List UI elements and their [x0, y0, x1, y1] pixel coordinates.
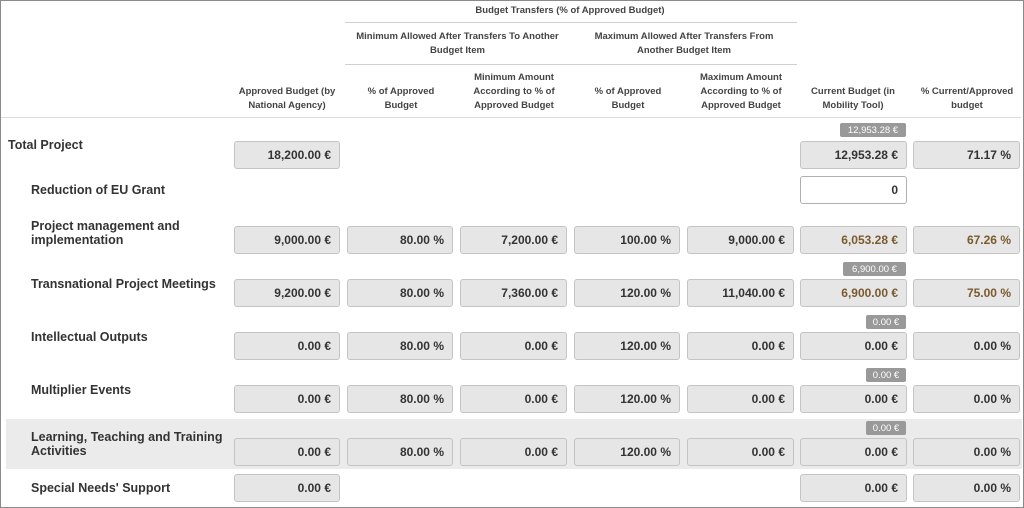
row-label-intellectual-outputs: Intellectual Outputs: [31, 330, 148, 344]
row-label-transnational-meetings: Transnational Project Meetings: [31, 277, 216, 291]
max-amount-project-management: 9,000.00 €: [687, 226, 794, 254]
current-budget-badge-multiplier-events: 0.00 €: [866, 368, 906, 382]
current-budget-project-management: 6,053.28 €: [800, 226, 907, 254]
max-pct-project-management: 100.00 %: [574, 226, 680, 254]
current-budget-total: 12,953.28 €: [800, 141, 907, 169]
max-pct-multiplier-events: 120.00 %: [574, 385, 680, 413]
max-amount-learning-teaching-training: 0.00 €: [687, 438, 794, 466]
current-budget-transnational-meetings: 6,900.00 €: [800, 279, 907, 307]
row-label-total-project: Total Project: [8, 138, 83, 152]
approved-budget-multiplier-events: 0.00 €: [234, 385, 340, 413]
min-pct-transnational-meetings: 80.00 %: [347, 279, 453, 307]
current-budget-badge-transnational-meetings: 6,900.00 €: [843, 262, 906, 276]
col-header-max-amount: Maximum Amount According to % of Approved Budget: [700, 72, 782, 111]
min-pct-multiplier-events: 80.00 %: [347, 385, 453, 413]
row-label-multiplier-events: Multiplier Events: [31, 383, 132, 397]
max-amount-transnational-meetings: 11,040.00 €: [687, 279, 794, 307]
ratio-intellectual-outputs: 0.00 %: [913, 332, 1020, 360]
header-divider: [345, 22, 797, 23]
approved-budget-intellectual-outputs: 0.00 €: [234, 332, 340, 360]
max-transfer-group-header: Maximum Allowed After Transfers From Another Budget Item: [594, 31, 774, 56]
current-budget-badge-intellectual-outputs: 0.00 €: [866, 315, 906, 329]
approved-budget-total: 18,200.00 €: [234, 141, 340, 169]
col-header-current: Current Budget (in Mobility Tool): [811, 86, 895, 111]
current-budget-intellectual-outputs: 0.00 €: [800, 332, 907, 360]
max-pct-intellectual-outputs: 120.00 %: [574, 332, 680, 360]
current-budget-badge-learning-teaching-training: 0.00 €: [866, 421, 906, 435]
approved-budget-project-management: 9,000.00 €: [234, 226, 340, 254]
ratio-transnational-meetings: 75.00 %: [913, 279, 1020, 307]
max-pct-transnational-meetings: 120.00 %: [574, 279, 680, 307]
min-transfer-group-header: Minimum Allowed After Transfers To Another Budget Item: [356, 31, 559, 56]
current-budget-multiplier-events: 0.00 €: [800, 385, 907, 413]
min-pct-learning-teaching-training: 80.00 %: [347, 438, 453, 466]
approved-budget-special-needs-support: 0.00 €: [234, 474, 340, 502]
col-header-approved: Approved Budget (by National Agency): [238, 86, 336, 111]
min-amount-intellectual-outputs: 0.00 €: [460, 332, 567, 360]
current-budget-badge-total: 12,953.28 €: [840, 123, 906, 137]
approved-budget-learning-teaching-training: 0.00 €: [234, 438, 340, 466]
current-budget-special-needs-support: 0.00 €: [800, 474, 907, 502]
ratio-learning-teaching-training: 0.00 %: [913, 438, 1020, 466]
ratio-project-management: 67.26 %: [913, 226, 1020, 254]
min-pct-project-management: 80.00 %: [347, 226, 453, 254]
min-amount-learning-teaching-training: 0.00 €: [460, 438, 567, 466]
min-amount-transnational-meetings: 7,360.00 €: [460, 279, 567, 307]
header-bottom-divider: [1, 117, 1021, 118]
ratio-total: 71.17 %: [913, 141, 1020, 169]
row-label-special-needs-support: Special Needs' Support: [31, 481, 171, 495]
ratio-special-needs-support: 0.00 %: [913, 474, 1020, 502]
row-label-project-management: Project management and implementation: [31, 219, 180, 247]
current-budget-learning-teaching-training: 0.00 €: [800, 438, 907, 466]
row-label-learning-teaching-training: Learning, Teaching and Training Activities: [31, 430, 223, 458]
max-amount-intellectual-outputs: 0.00 €: [687, 332, 794, 360]
reduction-eu-grant-input[interactable]: 0: [800, 176, 907, 204]
header-divider: [345, 64, 797, 65]
max-pct-learning-teaching-training: 120.00 %: [574, 438, 680, 466]
budget-transfers-group-header: Budget Transfers (% of Approved Budget): [475, 5, 665, 16]
col-header-max-pct: % of Approved Budget: [594, 86, 662, 111]
max-amount-multiplier-events: 0.00 €: [687, 385, 794, 413]
min-amount-project-management: 7,200.00 €: [460, 226, 567, 254]
ratio-multiplier-events: 0.00 %: [913, 385, 1020, 413]
col-header-min-amount: Minimum Amount According to % of Approved Budget: [473, 72, 555, 111]
approved-budget-transnational-meetings: 9,200.00 €: [234, 279, 340, 307]
min-pct-intellectual-outputs: 80.00 %: [347, 332, 453, 360]
min-amount-multiplier-events: 0.00 €: [460, 385, 567, 413]
row-label-reduction-eu-grant: Reduction of EU Grant: [31, 183, 166, 197]
col-header-min-pct: % of Approved Budget: [367, 86, 435, 111]
col-header-ratio: % Current/Approved budget: [920, 86, 1014, 111]
